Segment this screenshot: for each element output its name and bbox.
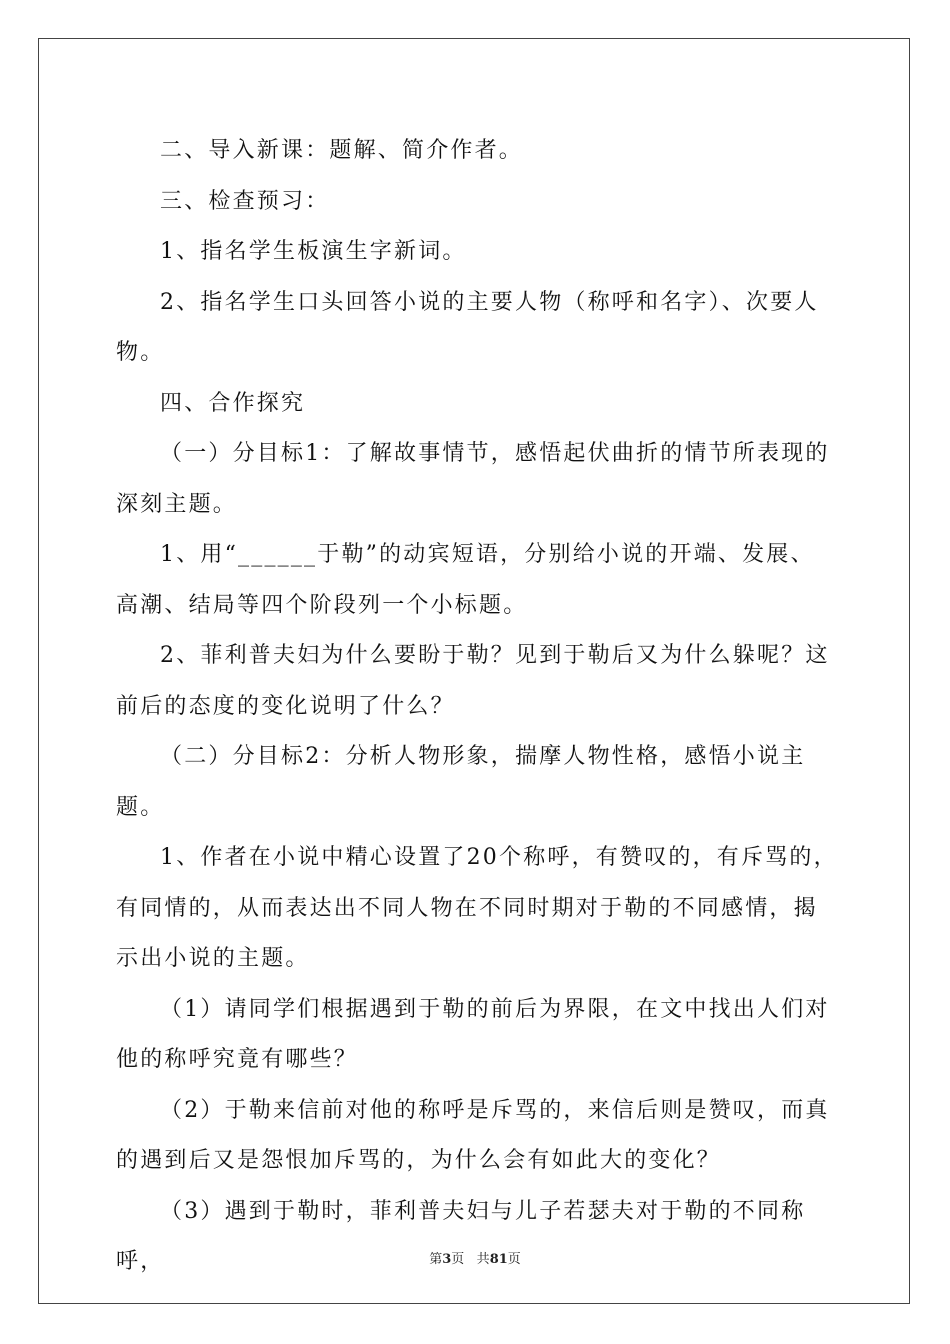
- paragraph: （一）分目标1：了解故事情节，感悟起伏曲折的情节所表现的深刻主题。: [116, 441, 830, 517]
- page-suffix: 页: [451, 1252, 465, 1267]
- current-page-number: 3: [442, 1252, 452, 1267]
- paragraph: 二、导入新课：题解、简介作者。: [160, 138, 524, 163]
- paragraph: （3）遇到于勒时，菲利普夫妇与儿子若瑟夫对于勒的不同称呼，: [116, 1198, 806, 1274]
- paragraph: 1、作者在小说中精心设置了20个称呼，有赞叹的，有斥骂的，有同情的，从而表达出不同人物在不同时期对于勒的不同感情，揭示出小说的主题。: [116, 845, 838, 971]
- paragraph: 2、菲利普夫妇为什么要盼于勒？见到于勒后又为什么躲呢？这前后的态度的变化说明了什么？: [116, 643, 830, 719]
- total-suffix: 页: [507, 1252, 521, 1267]
- page-prefix: 第: [429, 1252, 443, 1267]
- paragraph: （2）于勒来信前对他的称呼是斥骂的，来信后则是赞叹，而真的遇到后又是怨恨加斥骂的，为什么会有如此大的变化？: [116, 1097, 830, 1173]
- total-page-count: 81: [489, 1252, 508, 1267]
- paragraph: 1、用“______于勒”的动宾短语，分别给小说的开端、发展、高潮、结局等四个阶段列一个小标题。: [116, 542, 815, 618]
- paragraph: （1）请同学们根据遇到于勒的前后为界限，在文中找出人们对他的称呼究竟有哪些？: [116, 996, 830, 1072]
- paragraph: 三、检查预习：: [160, 188, 330, 214]
- document-body: [116, 126, 838, 1288]
- paragraph: （二）分目标2：分析人物形象，揣摩人物性格，感悟小说主题。: [116, 744, 806, 820]
- paragraph: 2、指名学生口头回答小说的主要人物（称呼和名字）、次要人物。: [116, 289, 819, 365]
- paragraph: 1、指名学生板演生字新词。: [160, 239, 467, 264]
- page-footer: [0, 1248, 950, 1267]
- paragraph: 四、合作探究: [160, 390, 306, 416]
- total-prefix: 共: [476, 1252, 490, 1267]
